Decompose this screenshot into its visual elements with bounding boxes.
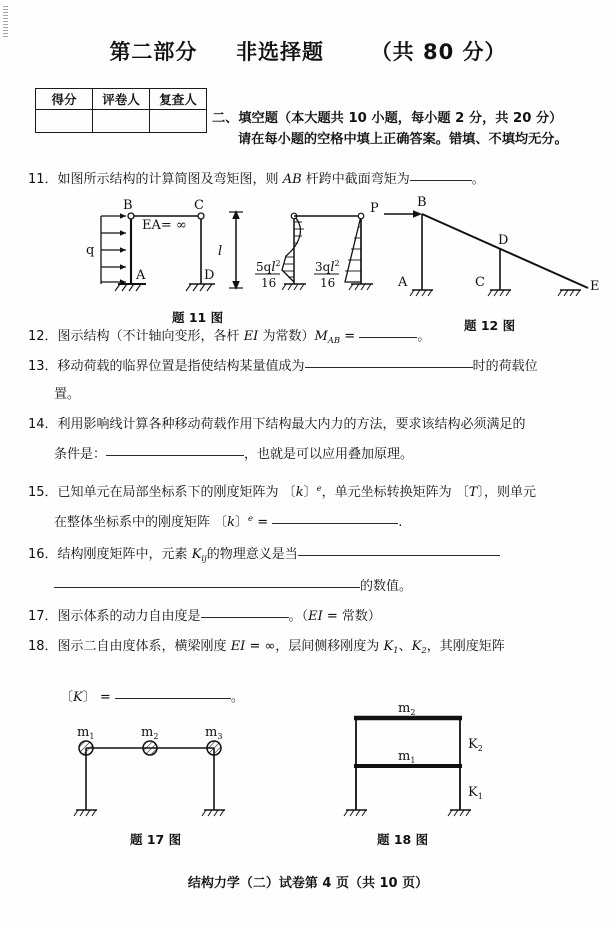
question-12-number: 12． [28, 329, 58, 344]
figure-12-label-A: A [398, 275, 408, 290]
svg-text:16: 16 [261, 276, 277, 290]
score-table [35, 88, 207, 133]
question-11-text-c: 。 [471, 172, 485, 187]
question-13-text-a: 移动荷载的临界位置是指使结构某量值成为 [57, 359, 305, 374]
figure-11-label-D: D [204, 268, 215, 283]
figure-12-label-C: C [475, 275, 485, 290]
question-13 [28, 357, 538, 376]
question-17-text-c: = 常数） [322, 609, 381, 624]
question-17-text-b: 。（ [288, 609, 309, 624]
figure-12-label-B: B [417, 195, 427, 210]
question-12-italic-ei: EI [243, 329, 259, 344]
question-12-italic-m: M [314, 329, 328, 344]
question-15-italic-t: T [468, 485, 478, 500]
k-matrix-equals: = [95, 690, 115, 705]
question-15-sup-e: e [316, 484, 322, 494]
question-16-answer-blank-1[interactable] [298, 555, 500, 556]
figure-11-label-A: A [136, 268, 146, 283]
figure-11-label-B: B [123, 198, 133, 213]
question-18-text-b: = ∞，层间侧移刚度为 [245, 639, 384, 654]
scan-artifact [3, 6, 8, 38]
question-11-answer-blank[interactable] [410, 180, 472, 181]
question-15-text-a: 已知单元在局部坐标系下的刚度矩阵为 〔 [57, 485, 296, 500]
question-15-number: 15． [28, 485, 58, 500]
svg-text:16: 16 [320, 276, 336, 290]
question-14-line2-b: ，也就是可以应用叠加原理。 [244, 447, 414, 462]
question-18-text-d: ，其刚度矩阵 [426, 639, 505, 654]
question-16-text-a: 结构刚度矩阵中，元素 [57, 547, 192, 562]
k-matrix-answer-line [60, 688, 244, 707]
table-row [36, 89, 207, 110]
score-header-pingjuanren: 评卷人 [93, 89, 150, 110]
question-18-sub-1: 1 [393, 646, 399, 656]
figure-11-moment-left-label [255, 259, 281, 290]
score-value-pingjuanren[interactable] [93, 110, 150, 133]
question-15-text-c: ，单元坐标转换矩阵为 〔 [321, 485, 469, 500]
question-16 [28, 545, 500, 569]
score-header-fuchaoren: 复查人 [150, 89, 207, 110]
figure-12 [370, 195, 610, 308]
question-18-text-c: 、 [398, 639, 412, 654]
k-matrix-italic-k: K [73, 690, 83, 705]
question-12-equals: = [340, 329, 360, 344]
question-17-text-a: 图示体系的动力自由度是 [57, 609, 201, 624]
question-14 [28, 415, 526, 434]
k-matrix-bracket-open: 〔 [60, 690, 74, 705]
question-17-italic-ei: EI [308, 609, 323, 624]
question-14-line2 [28, 445, 413, 464]
part-title-type: 非选择题 [236, 40, 325, 64]
figure-18-label-K2: $K_2$ [468, 737, 483, 753]
svg-text:5ql2: $5ql^2$ [256, 259, 281, 275]
question-17-number: 17． [28, 609, 58, 624]
section-header [212, 108, 568, 150]
k-matrix-answer-blank[interactable] [115, 698, 231, 699]
section-header-line1: 二、填空题（本大题共 10 小题，每小题 2 分，共 20 分） [212, 111, 563, 126]
question-11 [28, 170, 485, 189]
question-15-italic-k: k [295, 485, 304, 500]
question-14-line2-a: 条件是： [54, 447, 107, 462]
question-12-text-d: 。 [417, 329, 431, 344]
figure-18-label-m1: $m_1$ [398, 749, 416, 765]
question-13-line2-text: 置。 [54, 387, 81, 402]
figure-11-label-C: C [194, 198, 204, 213]
k-matrix-period: 。 [230, 690, 244, 705]
question-12-text-b: 为常数） [258, 329, 315, 344]
question-15-line2-d: . [398, 515, 403, 530]
figure-11-label-length: l [218, 244, 223, 259]
question-18 [28, 637, 505, 661]
table-row [36, 110, 207, 133]
question-14-answer-blank[interactable] [106, 455, 244, 456]
section-header-line2: 请在每小题的空格中填上正确答案。错填、不填均无分。 [238, 132, 568, 147]
question-12 [28, 327, 430, 351]
figure-11-caption: 题 11 图 [172, 310, 224, 325]
question-13-text-b: 时的荷载位 [472, 359, 538, 374]
question-17 [28, 607, 381, 626]
figure-17-label-m2: $m_2$ [141, 725, 159, 741]
figure-11-label-EA: EA= ∞ [142, 218, 187, 233]
question-18-italic-ei: EI [230, 639, 246, 654]
question-11-number: 11． [28, 172, 58, 187]
score-header-defen: 得分 [36, 89, 93, 110]
svg-text:3ql2: $3ql^2$ [315, 259, 340, 275]
question-15-line2-a: 在整体坐标系中的刚度矩阵 〔 [54, 515, 228, 530]
question-16-line2 [28, 577, 412, 596]
figure-12-label-P: P [370, 201, 379, 216]
question-13-line2 [28, 385, 80, 404]
score-value-fuchaoren[interactable] [150, 110, 207, 133]
question-16-answer-blank-2[interactable] [54, 587, 360, 588]
page-title [0, 36, 616, 66]
figure-11-label-q: q [86, 243, 95, 258]
figure-12-label-D: D [498, 233, 509, 248]
question-12-answer-blank[interactable] [359, 337, 417, 338]
question-15-line2-sup-e: e [248, 514, 254, 524]
figure-18-label-K1: $K_1$ [468, 785, 483, 801]
question-18-italic-k2: K [411, 639, 422, 654]
question-15-text-d: 〕，则单元 [477, 485, 536, 500]
question-16-italic-k: K [191, 547, 202, 562]
figure-11 [86, 196, 386, 304]
question-18-number: 18． [28, 639, 58, 654]
k-matrix-bracket-close: 〕 [82, 690, 96, 705]
figure-17-caption: 题 17 图 [130, 832, 182, 847]
figure-18-label-m2: $m_2$ [398, 701, 416, 717]
question-11-text-b: 杆跨中截面弯矩为 [301, 172, 410, 187]
question-12-text-a: 图示结构（不计轴向变形，各杆 [57, 329, 244, 344]
question-18-text-a: 图示二自由度体系，横梁刚度 [57, 639, 231, 654]
figure-12-label-E: E [590, 279, 600, 294]
question-12-sub-ab: AB [327, 336, 341, 346]
question-17-answer-blank[interactable] [201, 617, 289, 618]
figure-17 [66, 726, 246, 826]
question-14-number: 14． [28, 417, 58, 432]
part-title-score: （共 80 分） [370, 40, 507, 64]
question-18-italic-k1: K [383, 639, 394, 654]
question-15-text-b: 〕 [303, 485, 317, 500]
figure-11-moment-right-label [314, 259, 340, 290]
question-14-text-a: 利用影响线计算各种移动荷载作用下结构最大内力的方法，要求该结构必须满足的 [57, 417, 526, 432]
figure-18 [332, 700, 532, 830]
question-15-line2-b: 〕 [235, 515, 249, 530]
question-13-number: 13． [28, 359, 58, 374]
question-15-line2 [28, 510, 402, 532]
figure-17-label-m3: $m_3$ [205, 725, 223, 741]
question-16-sub-ij: ij [201, 554, 207, 564]
figure-18-caption: 题 18 图 [377, 832, 429, 847]
figure-17-label-m1: $m_1$ [77, 725, 95, 741]
question-15-answer-blank[interactable] [272, 523, 398, 524]
question-15-line2-equals: = [253, 515, 273, 530]
question-15-line2-italic-k: k [227, 515, 236, 530]
score-value-defen[interactable] [36, 110, 93, 133]
part-title-label: 第二部分 [109, 40, 198, 64]
question-15 [28, 480, 536, 502]
page-footer: 结构力学（二）试卷第 4 页（共 10 页） [187, 876, 429, 891]
question-11-text-a: 如图所示结构的计算简图及弯矩图，则 [57, 172, 283, 187]
question-16-text-b: 的物理意义是当 [206, 547, 298, 562]
question-18-sub-2: 2 [421, 646, 427, 656]
question-16-line2-b: 的数值。 [360, 579, 413, 594]
figure-12-caption: 题 12 图 [464, 318, 516, 333]
question-13-answer-blank[interactable] [305, 367, 473, 368]
question-11-italic-ab: AB [282, 172, 302, 187]
question-16-number: 16． [28, 547, 58, 562]
